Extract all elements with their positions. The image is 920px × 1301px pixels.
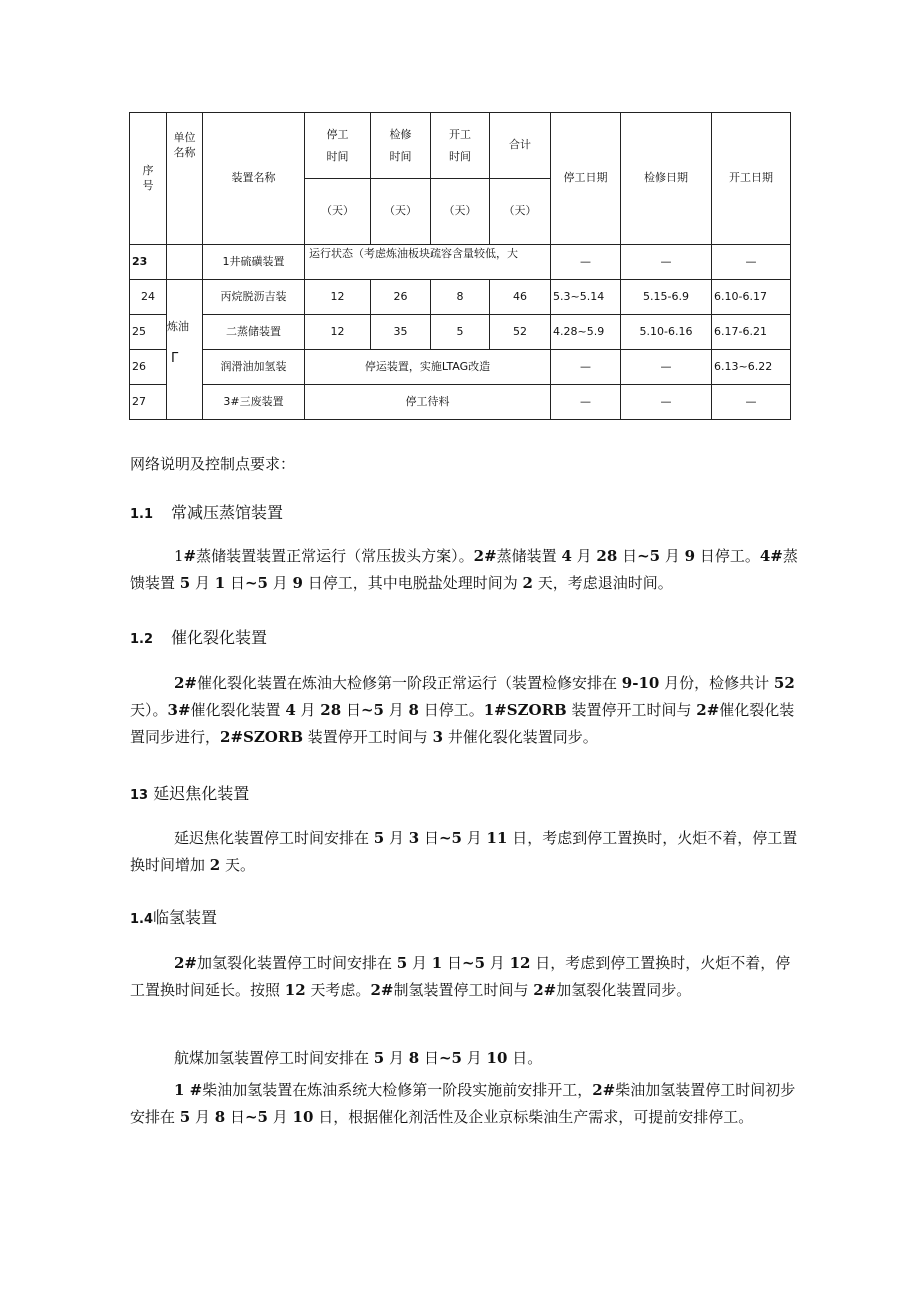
row-device: 1井硫磺装置 <box>203 245 305 280</box>
row-repair: 26 <box>371 280 431 315</box>
header-repair-time: 检修 时间 <box>371 113 431 179</box>
header-total: 合计 <box>490 113 551 179</box>
row-no: 26 <box>130 350 167 385</box>
row-merged: 停工待料 <box>305 385 551 420</box>
paragraph: 航煤加氢装置停工时间安排在 5 月 8 日~5 月 10 日。 <box>174 1049 543 1067</box>
row-stop-date: — <box>551 385 621 420</box>
section-number: 13 <box>130 788 149 803</box>
row-start-date: 6.13~6.22 <box>712 350 791 385</box>
row-start-date: — <box>712 385 791 420</box>
table-row <box>130 350 791 385</box>
header-seq: 序 号 <box>130 113 167 245</box>
row-merged: 运行状态（考虑炼油板块疏容含量较低，大 <box>305 245 551 280</box>
paragraph: 2#催化裂化装置在炼油大检修第一阶段正常运行（装置检修安排在 9-10 月份，检修共计 52 天）。3#催化裂化装置 4 月 28 日~5 月 8 日停工。1#SZORB 装置停开工时间与 2#催化裂化装置同步进行，2#SZORB 装置停开工时间与 3 井催化裂化装置同步。 <box>130 674 795 746</box>
table-row <box>130 315 791 350</box>
table-row <box>130 280 791 315</box>
header-unit-day: （天） <box>371 179 431 245</box>
row-device: 润滑油加氢装 <box>203 350 305 385</box>
unit-mark: Γ <box>171 350 179 366</box>
row-total: 52 <box>490 315 551 350</box>
header-unit-day: （天） <box>431 179 490 245</box>
row-repair-date: — <box>621 350 712 385</box>
row-repair-date: 5.10-6.16 <box>621 315 712 350</box>
row-stop-date: — <box>551 245 621 280</box>
row-merged: 停运装置，实施LTAG改造 <box>305 350 551 385</box>
header-stop-date: 停工日期 <box>551 113 621 245</box>
row-start: 8 <box>431 280 490 315</box>
paragraph: 1#蒸储装置装置正常运行（常压拔头方案）。2#蒸储装置 4 月 28 日~5 月 9 日停工。4#蒸馈装置 5 月 1 日~5 月 9 日停工，其中电脱盐处理时间为 2 天，考虑退油时间。 <box>130 547 798 592</box>
row-start-date: — <box>712 245 791 280</box>
table-row <box>130 245 791 280</box>
header-stop-time: 停工 时间 <box>305 113 371 179</box>
section-title: 临氢装置 <box>153 908 218 927</box>
section-heading <box>130 905 217 928</box>
row-stop: 12 <box>305 315 371 350</box>
intro-text: 网络说明及控制点要求： <box>130 455 296 473</box>
row-no: 27 <box>130 385 167 420</box>
row-start: 5 <box>431 315 490 350</box>
section-heading <box>130 781 249 804</box>
unit-name-text: 炼油 <box>167 320 189 333</box>
section-title: 催化裂化装置 <box>171 628 268 647</box>
row-start-date: 6.10-6.17 <box>712 280 791 315</box>
section-title: 延迟焦化装置 <box>153 784 250 803</box>
table-row <box>130 385 791 420</box>
row-device: 3#三废装置 <box>203 385 305 420</box>
row-start-date: 6.17-6.21 <box>712 315 791 350</box>
section-heading <box>130 625 267 648</box>
row-no: 24 <box>130 280 167 315</box>
paragraph: 延迟焦化装置停工时间安排在 5 月 3 日~5 月 11 日，考虑到停工置换时，火炬不着，停工置换时间增加 2 天。 <box>130 829 798 874</box>
section-heading <box>130 500 283 523</box>
unit-cell-empty <box>167 245 203 280</box>
header-unit-day: （天） <box>490 179 551 245</box>
header-unit: 单位 名称 <box>167 113 203 245</box>
row-repair-date: 5.15-6.9 <box>621 280 712 315</box>
header-start-date: 开工日期 <box>712 113 791 245</box>
row-repair-date: — <box>621 385 712 420</box>
header-unit-day: （天） <box>305 179 371 245</box>
header-device: 装置名称 <box>203 113 305 245</box>
row-stop: 12 <box>305 280 371 315</box>
row-no: 23 <box>130 245 167 280</box>
row-repair: 35 <box>371 315 431 350</box>
unit-name <box>167 280 203 420</box>
header-start-time: 开工 时间 <box>431 113 490 179</box>
header-repair-date: 检修日期 <box>621 113 712 245</box>
row-total: 46 <box>490 280 551 315</box>
section-number: 1.1 <box>130 507 154 522</box>
section-number: 1.2 <box>130 632 154 647</box>
paragraph: 2#加氢裂化装置停工时间安排在 5 月 1 日~5 月 12 日，考虑到停工置换时，火炬不着，停工置换时间延长。按照 12 天考虑。2#制氢装置停工时间与 2#加氢裂化装置同步。 <box>130 954 791 999</box>
row-device: 丙烷脱沥吉装 <box>203 280 305 315</box>
row-repair-date: — <box>621 245 712 280</box>
row-stop-date: — <box>551 350 621 385</box>
section-title: 常减压蒸馆装置 <box>171 503 284 522</box>
row-device: 二蒸储装置 <box>203 315 305 350</box>
schedule-table <box>129 112 791 420</box>
paragraph: 1 #柴油加氢装置在炼油系统大检修第一阶段实施前安排开工，2#柴油加氢装置停工时间初步安排在 5 月 8 日~5 月 10 日，根据催化剂活性及企业京标柴油生产需求，可提前安排停工。 <box>130 1081 796 1126</box>
row-stop-date: 4.28~5.9 <box>551 315 621 350</box>
row-stop-date: 5.3~5.14 <box>551 280 621 315</box>
row-no: 25 <box>130 315 167 350</box>
section-number: 1.4 <box>130 912 154 927</box>
